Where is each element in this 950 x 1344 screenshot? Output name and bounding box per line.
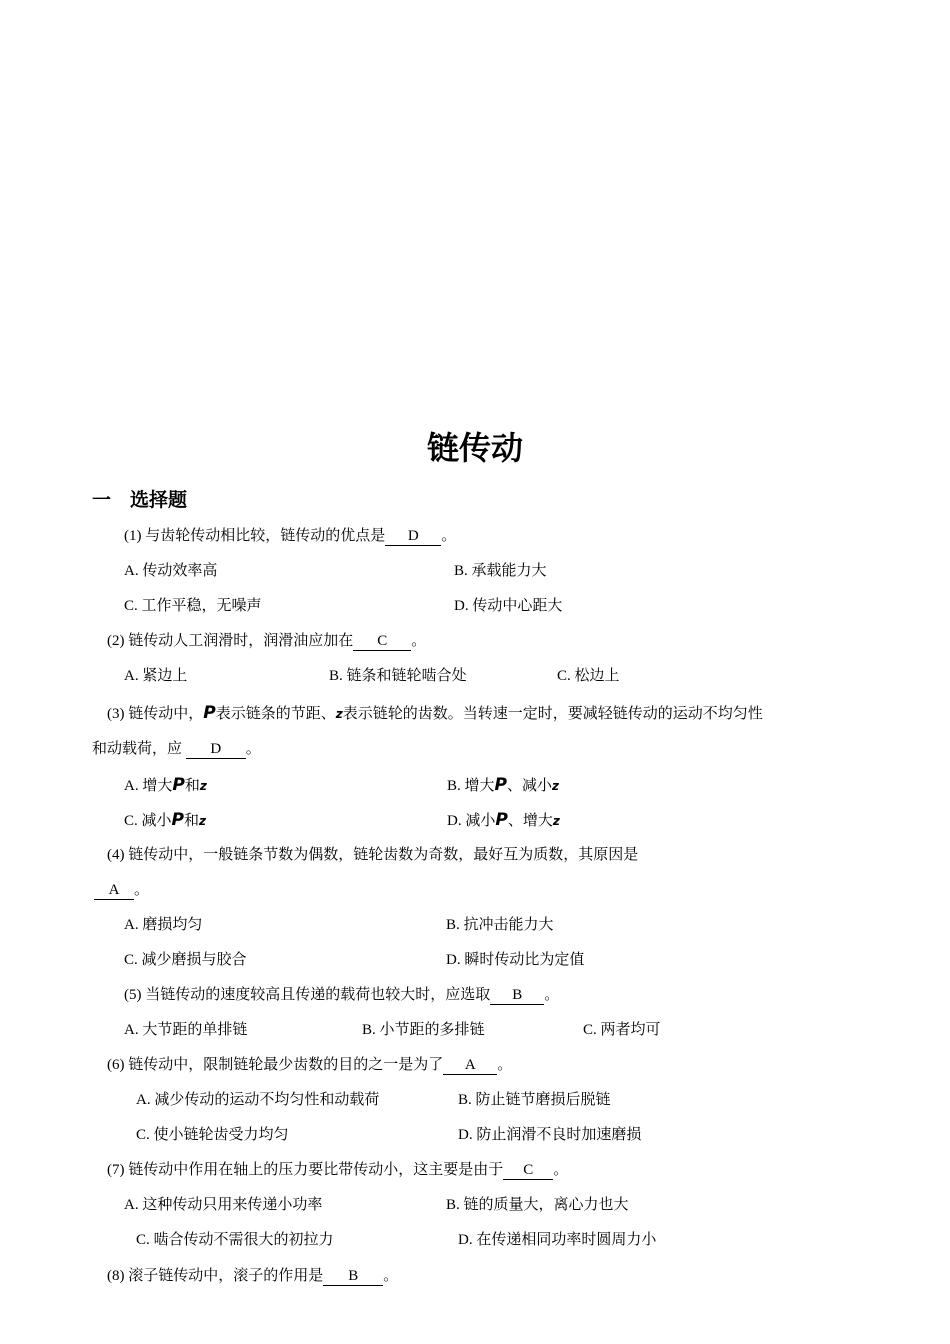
question-4-answer-line: A 。: [94, 880, 149, 900]
option: C. 使小链轮齿受力均匀: [136, 1127, 289, 1143]
option: D. 瞬时传动比为定值: [446, 952, 585, 968]
option: C. 啮合传动不需很大的初拉力: [136, 1232, 334, 1248]
teeth-variable: z: [335, 707, 343, 721]
answer-blank: B: [490, 987, 544, 1005]
option: B. 链的质量大，离心力也大: [446, 1197, 629, 1213]
option: C. 工作平稳，无噪声: [124, 598, 262, 614]
option: A. 磨损均匀: [124, 917, 203, 933]
option: D. 防止润滑不良时加速磨损: [458, 1127, 642, 1143]
answer-blank: C: [353, 633, 411, 651]
answer-blank: B: [323, 1268, 383, 1286]
option: A. 紧边上: [124, 668, 188, 684]
question-7-stem: (7) 链传动中作用在轴上的压力要比带传动小，这主要是由于 C 。: [107, 1162, 569, 1178]
option: B. 增大P、减小z: [447, 775, 559, 795]
option: D. 在传递相同功率时圆周力小: [458, 1232, 657, 1248]
question-5-stem: (5) 当链传动的速度较高且传递的载荷也较大时，应选取 B 。: [124, 987, 560, 1003]
option: C. 减小P和z: [124, 810, 206, 830]
option: C. 松边上: [557, 668, 620, 684]
question-4-stem: (4) 链传动中，一般链条节数为偶数，链轮齿数为奇数，最好互为质数，其原因是: [107, 847, 639, 863]
question-8-stem: (8) 滚子链传动中，滚子的作用是 B 。: [107, 1268, 399, 1284]
option: A. 传动效率高: [124, 563, 218, 579]
option: B. 防止链节磨损后脱链: [458, 1092, 611, 1108]
section-heading: 一 选择题: [92, 489, 188, 511]
page-title: 链传动: [426, 429, 523, 467]
option: A. 减少传动的运动不均匀性和动载荷: [136, 1092, 380, 1108]
question-2-stem: (2) 链传动人工润滑时，润滑油应加在 C 。: [107, 633, 427, 649]
answer-blank: D: [186, 741, 246, 759]
question-3-stem: (3) 链传动中，P表示链条的节距、z表示链轮的齿数。当转速一定时，要减轻链传动的运动不均匀性: [107, 703, 763, 723]
option: D. 减小P、增大z: [447, 810, 560, 830]
question-6-stem: (6) 链传动中，限制链轮最少齿数的目的之一是为了 A 。: [107, 1057, 513, 1073]
option: B. 承载能力大: [454, 563, 547, 579]
option: A. 大节距的单排链: [124, 1022, 248, 1038]
option: B. 抗冲击能力大: [446, 917, 554, 933]
question-1-stem: (1) 与齿轮传动相比较，链传动的优点是 D 。: [124, 528, 457, 544]
pitch-variable: P: [203, 703, 216, 723]
answer-blank: A: [443, 1057, 497, 1075]
option: C. 两者均可: [583, 1022, 661, 1038]
option: D. 传动中心距大: [454, 598, 563, 614]
option: B. 小节距的多排链: [362, 1022, 485, 1038]
option: C. 减少磨损与胶合: [124, 952, 247, 968]
option: B. 链条和链轮啮合处: [329, 668, 467, 684]
question-3-stem-continued: 和动载荷，应 D 。: [92, 741, 261, 757]
option: A. 这种传动只用来传递小功率: [124, 1197, 323, 1213]
answer-blank: A: [94, 882, 134, 900]
answer-blank: D: [385, 528, 441, 546]
option: A. 增大P和z: [124, 775, 207, 795]
answer-blank: C: [503, 1162, 553, 1180]
